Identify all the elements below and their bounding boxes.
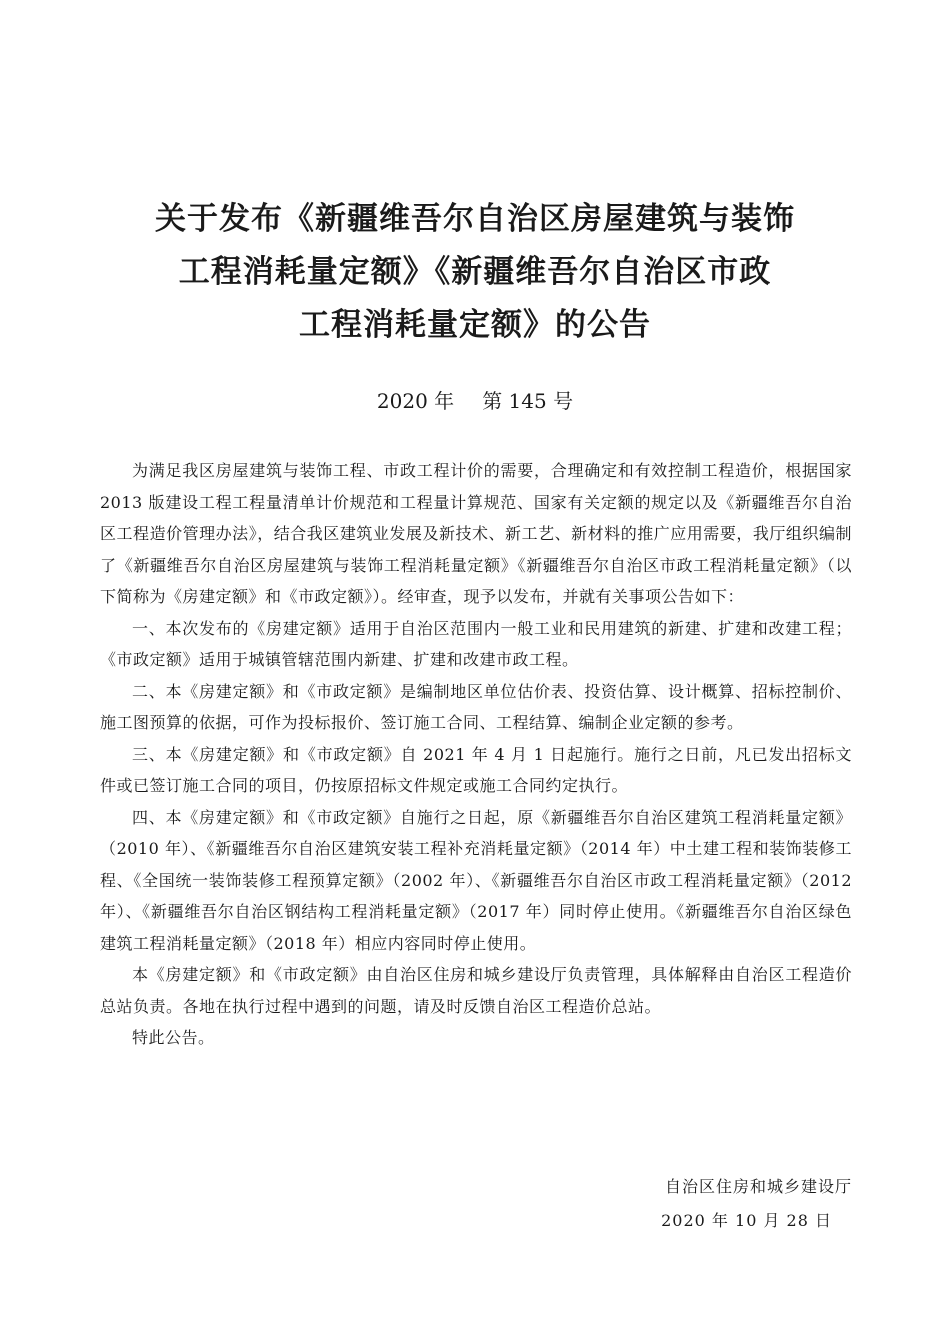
signature-block (661, 1170, 852, 1238)
paragraph-closing: 特此公告。 (132, 1028, 215, 1047)
title-line-2: 工程消耗量定额》《新疆维吾尔自治区市政 (178, 254, 772, 290)
paragraph-item-1: 一、本次发布的《房建定额》适用于自治区范围内一般工业和民用建筑的新建、扩建和改建工程；《市政定额》适用于城镇管辖范围内新建、扩建和改建市政工程。 (100, 618, 852, 669)
paragraph-item-3: 三、本《房建定额》和《市政定额》自 2021 年 4 月 1 日起施行。施行之日前，凡已发出招标文件或已签订施工合同的项目，仍按原招标文件规定或施工合同约定执行。 (100, 744, 852, 795)
issuer-name: 自治区住房和城乡建设厅 (664, 1177, 852, 1196)
document-body (100, 455, 852, 1054)
document-number (100, 386, 850, 416)
document-year: 2020 年 (376, 389, 455, 413)
paragraph-intro: 为满足我区房屋建筑与装饰工程、市政工程计价的需要，合理确定和有效控制工程造价，根据国家 2013 版建设工程工程量清单计价规范和工程量计算规范、国家有关定额的规定以及《新疆维吾尔自治区工程造价管理办法》，结合我区建筑业发展及新技术、新工艺、新材料的推广应用需要，我厅组织编制了《新疆维吾尔自治区房屋建筑与装饰工程消耗量定额》《新疆维吾尔自治区市政工程消耗量定额》（以下简称为《房建定额》和《市政定额》）。经审查，现予以发布，并就有关事项公告如下： (100, 461, 852, 606)
issue-date: 2020 年 10 月 28 日 (661, 1211, 832, 1230)
title-line-1: 关于发布《新疆维吾尔自治区房屋建筑与装饰 (155, 201, 795, 237)
title-line-3: 工程消耗量定额》的公告 (299, 307, 651, 343)
paragraph-item-4: 四、本《房建定额》和《市政定额》自施行之日起，原《新疆维吾尔自治区建筑工程消耗量定额》（2010 年）、《新疆维吾尔自治区建筑安装工程补充消耗量定额》（2014 年）中土建工程和装饰装修工程、《全国统一装饰装修工程预算定额》（2002 年）、《新疆维吾尔自治区市政工程消耗量定额》（2012 年）、《新疆维吾尔自治区钢结构工程消耗量定额》（2017 年）同时停止使用。《新疆维吾尔自治区绿色建筑工程消耗量定额》（2018 年）相应内容同时停止使用。 (100, 807, 852, 953)
document-serial-number: 第 145 号 (482, 389, 574, 413)
document-title (100, 193, 850, 352)
paragraph-management: 本《房建定额》和《市政定额》由自治区住房和城乡建设厅负责管理，具体解释由自治区工程造价总站负责。各地在执行过程中遇到的问题，请及时反馈自治区工程造价总站。 (100, 965, 852, 1016)
paragraph-item-2: 二、本《房建定额》和《市政定额》是编制地区单位估价表、投资估算、设计概算、招标控制价、施工图预算的依据，可作为投标报价、签订施工合同、工程结算、编制企业定额的参考。 (100, 681, 852, 732)
